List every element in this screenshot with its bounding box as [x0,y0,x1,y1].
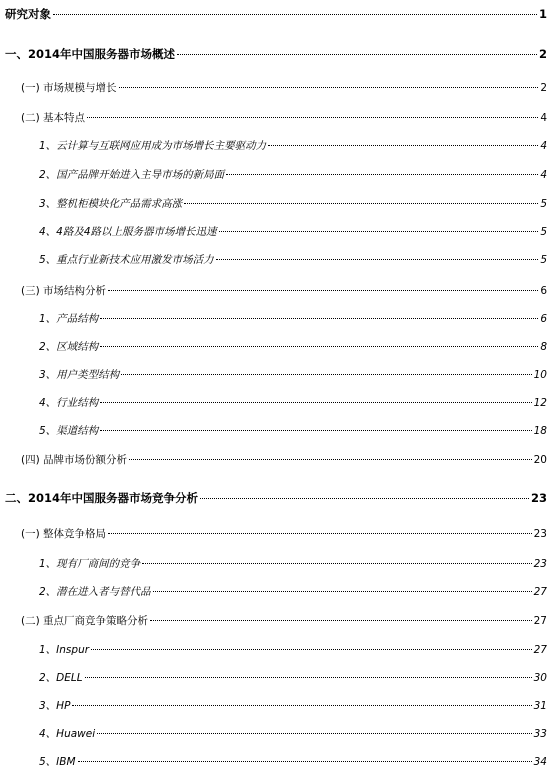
toc-page-number: 4 [540,169,547,181]
toc-entry-subsection[interactable] [0,423,554,438]
toc-entry-subsection[interactable] [0,670,554,685]
dot-leader [142,562,531,564]
toc-entry-label: 2、潜在进入者与替代品 [39,586,151,598]
dot-leader [200,497,529,499]
toc-entry-label: 5、重点行业新技术应用激发市场活力 [39,254,214,266]
dot-leader [226,173,538,175]
toc-entry-subsection[interactable] [0,395,554,410]
toc-entry-label: 4、Huawei [39,728,96,740]
dot-leader [72,704,531,706]
toc-entry-label: (一) 市场规模与增长 [21,82,117,94]
dot-leader [121,373,531,375]
toc-entry-label: 2、区域结构 [39,341,99,353]
toc-entry-label: 5、渠道结构 [39,425,99,437]
toc-entry-subsection[interactable] [0,224,554,239]
toc-entry-label: 2、DELL [39,672,83,684]
toc-page-number: 10 [533,369,547,381]
toc-page-number: 6 [540,285,547,297]
dot-leader [268,144,538,146]
toc-entry-subsection[interactable] [0,339,554,354]
toc-page-number: 1 [538,7,547,21]
toc-entry-label: 5、IBM [39,756,76,768]
toc-page-number: 34 [533,756,547,768]
toc-entry-label: 一、2014年中国服务器市场概述 [5,47,176,61]
toc-entry-label: (四) 品牌市场份额分析 [21,454,128,466]
toc-entry-subsection[interactable] [0,167,554,182]
dot-leader [216,258,539,260]
dot-leader [150,619,532,621]
toc-entry-label: 研究对象 [5,7,51,21]
toc-page-number: 18 [533,425,547,437]
toc-entry-label: 1、现有厂商间的竞争 [39,558,141,570]
toc-entry-section[interactable] [0,80,554,95]
toc-page-number: 33 [533,728,547,740]
toc-entry-section[interactable] [0,613,554,628]
toc-entry-label: 1、Inspur [39,644,90,656]
dot-leader [219,230,539,232]
dot-leader [91,648,532,650]
dot-leader [97,732,531,734]
toc-page-number: 27 [533,644,547,656]
dot-leader [129,458,532,460]
toc-entry-subsection[interactable] [0,584,554,599]
dot-leader [108,289,538,291]
toc-page-number: 27 [533,586,547,598]
dot-leader [177,53,537,55]
dot-leader [153,590,532,592]
dot-leader [119,86,539,88]
toc-page-number: 5 [540,198,547,210]
toc-page-number: 4 [540,112,547,124]
dot-leader [100,345,538,347]
toc-entry-chapter-2[interactable] [0,490,554,506]
toc-entry-subsection[interactable] [0,754,554,769]
toc-entry-section[interactable] [0,283,554,298]
toc-page-number: 23 [530,491,547,505]
toc-entry-label: 3、HP [39,700,71,712]
toc-entry-research-object[interactable] [0,6,554,22]
toc-entry-label: 3、用户类型结构 [39,369,120,381]
dot-leader [87,116,538,118]
dot-leader [108,532,532,534]
toc-page-number: 31 [533,700,547,712]
toc-entry-subsection[interactable] [0,642,554,657]
toc-page-number: 30 [533,672,547,684]
toc-page-number: 23 [533,558,547,570]
toc-entry-label: 4、行业结构 [39,397,99,409]
toc-page-number: 6 [540,313,547,325]
toc-entry-section[interactable] [0,526,554,541]
toc-entry-subsection[interactable] [0,556,554,571]
dot-leader [100,317,538,319]
toc-entry-subsection[interactable] [0,698,554,713]
toc-page-number: 27 [533,615,547,627]
toc-page-number: 2 [538,47,547,61]
toc-entry-subsection[interactable] [0,367,554,382]
toc-entry-chapter-1[interactable] [0,46,554,62]
dot-leader [53,13,537,15]
toc-entry-subsection[interactable] [0,311,554,326]
toc-entry-subsection[interactable] [0,196,554,211]
toc-page-number: 5 [540,226,547,238]
toc-page-number: 12 [533,397,547,409]
dot-leader [78,760,532,762]
dot-leader [100,429,531,431]
dot-leader [184,202,538,204]
toc-entry-label: 2、国产品牌开始进入主导市场的新局面 [39,169,225,181]
toc-entry-label: 1、产品结构 [39,313,99,325]
toc-entry-label: 4、4路及4路以上服务器市场增长迅速 [39,226,217,238]
toc-entry-subsection[interactable] [0,726,554,741]
toc-entry-subsection[interactable] [0,252,554,267]
toc-entry-label: (三) 市场结构分析 [21,285,107,297]
toc-entry-label: (二) 基本特点 [21,112,86,124]
toc-page-number: 2 [540,82,547,94]
toc-page-number: 20 [533,454,547,466]
toc-page-number: 4 [540,140,547,152]
toc-entry-label: (一) 整体竞争格局 [21,528,107,540]
dot-leader [85,676,532,678]
toc-entry-section[interactable] [0,452,554,467]
toc-entry-label: 二、2014年中国服务器市场竞争分析 [5,491,199,505]
toc-page-number: 8 [540,341,547,353]
dot-leader [100,401,531,403]
toc-entry-subsection[interactable] [0,138,554,153]
toc-entry-label: 1、云计算与互联网应用成为市场增长主要驱动力 [39,140,267,152]
toc-page-number: 5 [540,254,547,266]
toc-entry-label: (二) 重点厂商竞争策略分析 [21,615,149,627]
toc-page-number: 23 [533,528,547,540]
toc-entry-label: 3、整机柜模块化产品需求高涨 [39,198,183,210]
toc-entry-section[interactable] [0,110,554,125]
